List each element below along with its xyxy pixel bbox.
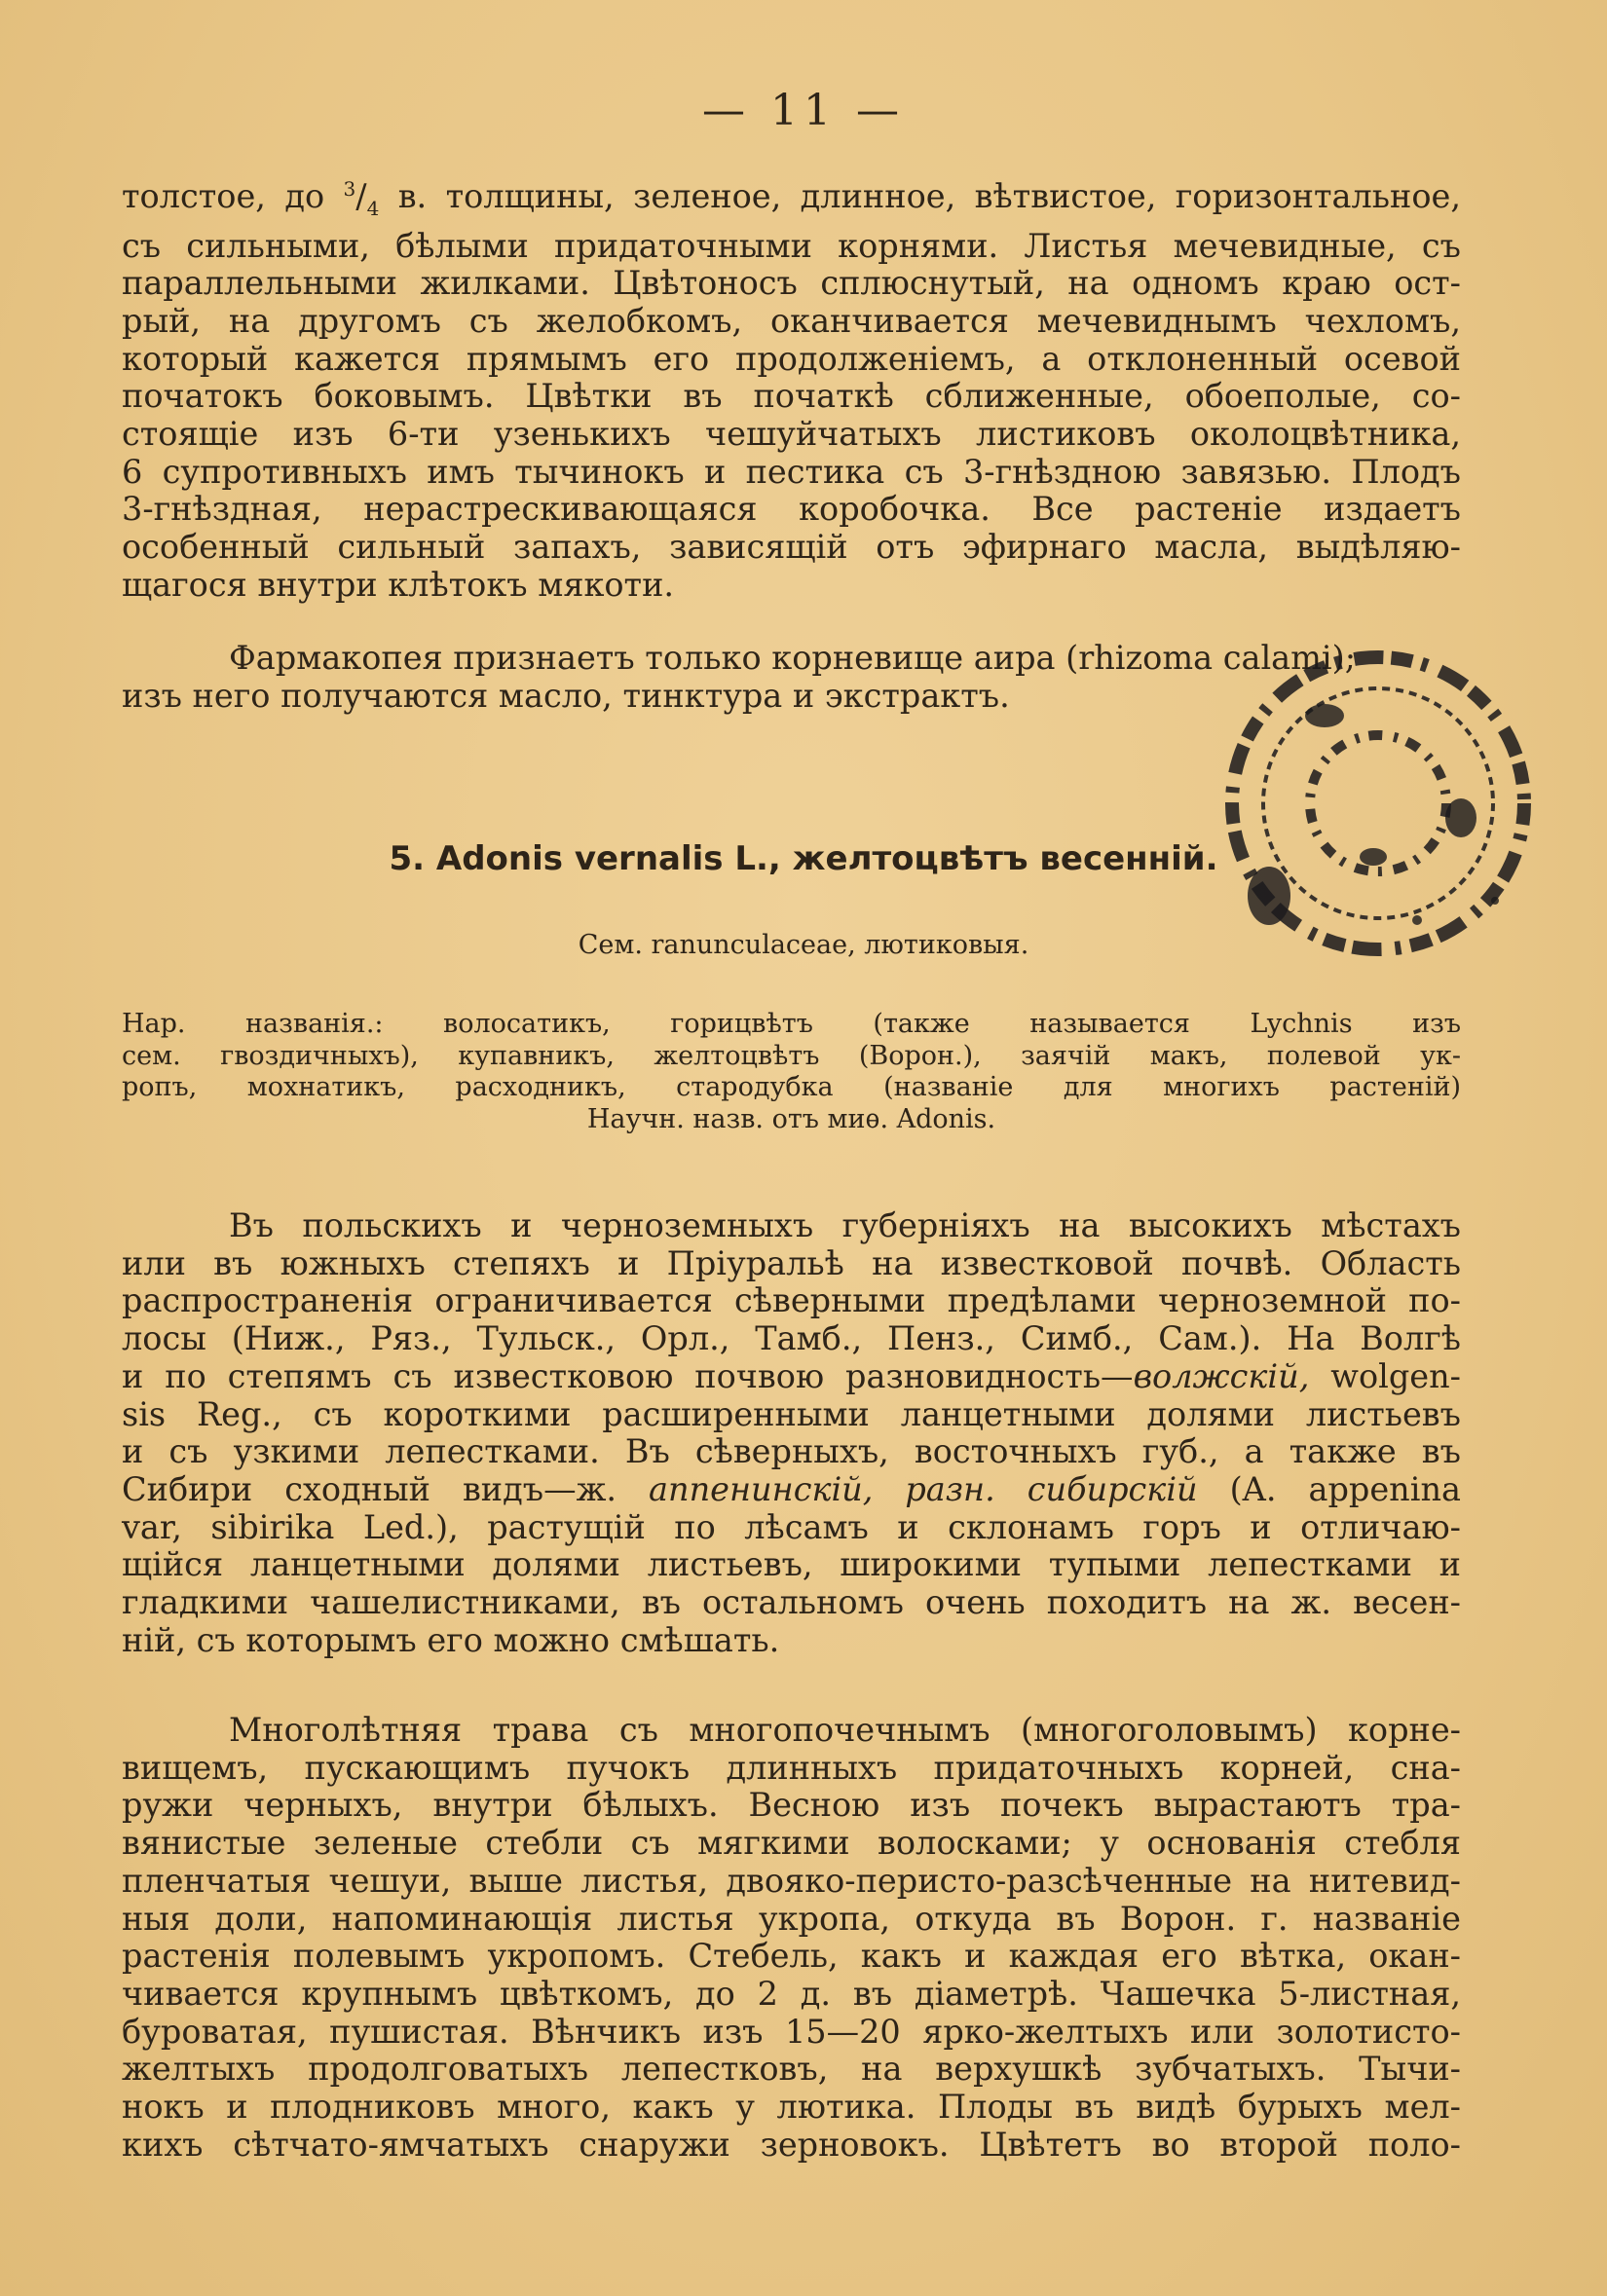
text-line: буроватая, пушистая. Вѣнчикъ изъ 15—20 ярко-желтыхъ или золотисто- xyxy=(122,2012,1461,2051)
text-line: Научн. назв. отъ миѳ. Adonis. xyxy=(586,1103,996,1134)
text-line: Нар. названія.: волосатикъ, горицвѣтъ (также называется Lychnis изъ xyxy=(122,1009,1461,1039)
text-line: Фармакопея признаетъ только корневище аира (rhizoma calami); xyxy=(229,639,1356,677)
text-line: ній, съ которымъ его можно смѣшать. xyxy=(122,1620,780,1659)
text-line: Сибири сходный видъ—ж. аппенинскій, разн. сибирскій (A. appenina xyxy=(122,1469,1461,1508)
paragraph-plant-description xyxy=(122,1712,1461,2164)
text-line: пленчатыя чешуи, выше листья, двояко-перисто-разсѣченные на нитевид- xyxy=(122,1861,1461,1900)
text-line: ружи черныхъ, внутри бѣлыхъ. Весною изъ почекъ вырастаютъ тра- xyxy=(122,1786,1461,1825)
text-line: который кажется прямымъ его продолженіемъ, а отклоненный осевой xyxy=(122,339,1461,378)
text-line: или въ южныхъ степяхъ и Пріуральѣ на известковой почвѣ. Область xyxy=(122,1243,1461,1282)
text-line: 3-гнѣздная, нерастрескивающаяся коробочка. Все растеніе издаетъ xyxy=(122,490,1461,529)
text-line: и съ узкими лепестками. Въ сѣверныхъ, восточныхъ губ., а также въ xyxy=(122,1432,1461,1471)
text-line: лосы (Ниж., Ряз., Тульск., Орл., Тамб., Пенз., Симб., Сам.). На Волгѣ xyxy=(122,1319,1461,1358)
text-line: Многолѣтняя трава съ многопочечнымъ (многоголовымъ) корне- xyxy=(229,1711,1461,1749)
paragraph-distribution xyxy=(122,1207,1461,1659)
text-line: Въ польскихъ и черноземныхъ губерніяхъ на высокихъ мѣстахъ xyxy=(229,1206,1461,1244)
text-line: гладкими чашелистниками, въ остальномъ очень походитъ на ж. весен- xyxy=(122,1583,1461,1622)
text-line: sis Reg., съ короткими расширенными ланцетными долями листьевъ xyxy=(122,1394,1461,1433)
paragraph-pharmacopoeia xyxy=(122,639,1356,715)
text-line: сем. гвоздичныхъ), купавникъ, желтоцвѣтъ (Ворон.), заячій макъ, полевой ук- xyxy=(122,1040,1461,1071)
text-line: 6 супротивныхъ имъ тычинокъ и пестика съ 3-гнѣздною завязью. Плодъ xyxy=(122,452,1461,491)
page-number: — 11 — xyxy=(702,86,905,135)
folk-names xyxy=(122,1009,1461,1135)
text-line: чивается крупнымъ цвѣткомъ, до 2 д. въ діаметрѣ. Чашечка 5-листная, xyxy=(122,1974,1461,2013)
family-name: Сем. ranunculaceae, лютиковыя. xyxy=(578,930,1029,960)
text-line: ропъ, мохнатикъ, расходникъ, стародубка (названіе для многихъ растеній) xyxy=(122,1072,1461,1102)
paragraph-rhizome-description xyxy=(122,170,1461,605)
text-line: распространенія ограничивается сѣверными предѣлами черноземной по- xyxy=(122,1281,1461,1320)
text-line: нокъ и плодниковъ много, какъ у лютика. Плоды въ видѣ бурыхъ мел- xyxy=(122,2088,1461,2127)
text-line: кихъ сѣтчато-ямчатыхъ снаружи зерновокъ. Цвѣтетъ во второй поло- xyxy=(122,2125,1461,2164)
text-line: желтыхъ продолговатыхъ лепестковъ, на верхушкѣ зубчатыхъ. Тычи- xyxy=(122,2050,1461,2089)
text-line: параллельными жилками. Цвѣтоносъ сплюснутый, на одномъ краю ост- xyxy=(122,264,1461,303)
text-line: толстое, до $^3/_4$ в. толщины, зеленое, длинное, вѣтвистое, горизонтальное, xyxy=(122,177,1461,220)
text-line: рый, на другомъ съ желобкомъ, оканчивается мечевиднымъ чехломъ, xyxy=(122,301,1461,340)
text-line: щійся ланцетными долями листьевъ, широкими тупыми лепестками и xyxy=(122,1545,1461,1584)
text-line: и по степямъ съ известковою почвою разновидность—волжскій, wolgen- xyxy=(122,1356,1461,1395)
text-line: початокъ боковымъ. Цвѣтки въ початкѣ сближенные, обоеполые, со- xyxy=(122,377,1461,416)
text-line: растенія полевымъ укропомъ. Стебель, какъ и каждая его вѣтка, окан- xyxy=(122,1937,1461,1976)
text-line: вянистые зеленые стебли съ мягкими волосками; у основанія стебля xyxy=(122,1824,1461,1863)
text-line: особенный сильный запахъ, зависящій отъ эфирнаго масла, выдѣляю- xyxy=(122,528,1461,567)
text-line: var, sibirika Led.), растущій по лѣсамъ и склонамъ горъ и отличаю- xyxy=(122,1507,1461,1546)
text-line: стоящіе изъ 6-ти узенькихъ чешуйчатыхъ листиковъ околоцвѣтника, xyxy=(122,415,1461,454)
section-heading: 5. Adonis vernalis L., желтоцвѣтъ весенній. xyxy=(389,839,1218,878)
text-line: щагося внутри клѣтокъ мякоти. xyxy=(122,565,675,604)
text-line: вищемъ, пускающимъ пучокъ длинныхъ придаточныхъ корней, сна- xyxy=(122,1748,1461,1787)
text-line: изъ него получаются масло, тинктура и экстрактъ. xyxy=(122,676,1010,715)
text-line: съ сильными, бѣлыми придаточными корнями. Листья мечевидные, съ xyxy=(122,226,1461,265)
library-stamp xyxy=(1183,609,1553,979)
text-line: ныя доли, напоминающія листья укропа, откуда въ Ворон. г. названіе xyxy=(122,1899,1461,1938)
